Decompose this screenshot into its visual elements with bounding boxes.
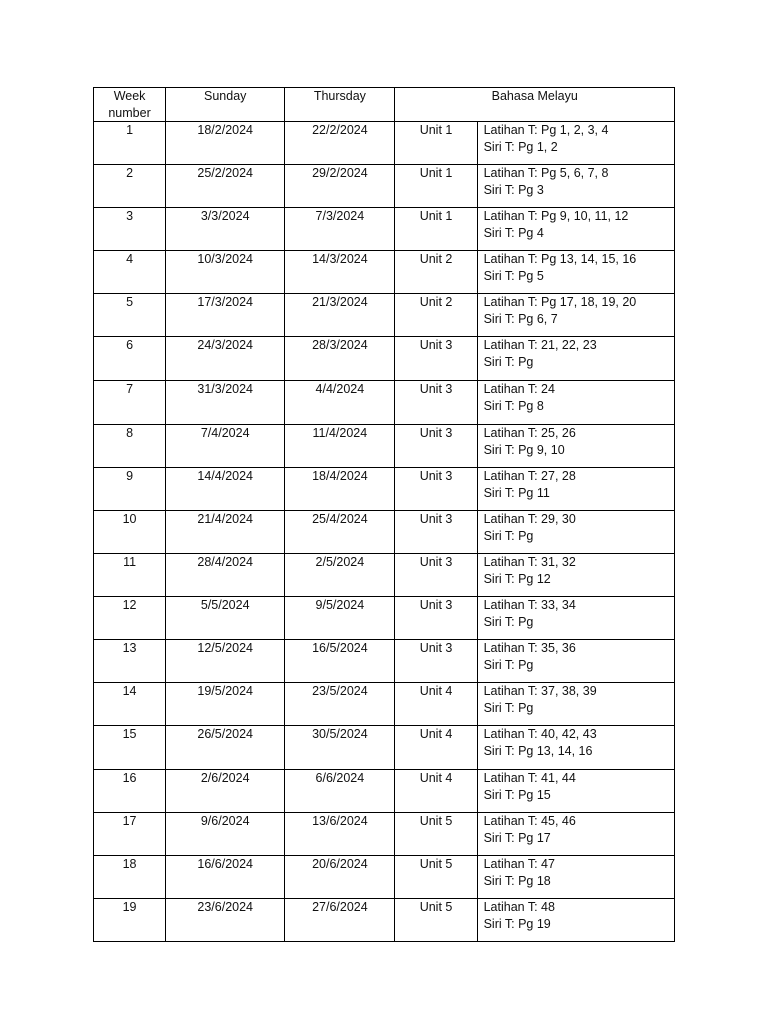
siri-text: Siri T: Pg 5 (483, 268, 544, 283)
week-number-cell: 17 (94, 813, 166, 856)
unit-cell: Unit 5 (395, 899, 477, 942)
thursday-date-cell: 4/4/2024 (285, 381, 395, 425)
header-week-number (94, 88, 166, 122)
exercise-cell-content (478, 511, 674, 544)
thursday-date-cell: 6/6/2024 (285, 770, 395, 813)
exercise-cell-content (478, 726, 674, 759)
sunday-date-cell: 19/5/2024 (166, 683, 285, 726)
table-row (94, 856, 675, 899)
exercise-cell (477, 294, 674, 337)
header-week-line-2: number (108, 105, 151, 120)
schedule-table (93, 87, 675, 942)
latihan-text: Latihan T: 25, 26 (483, 426, 576, 440)
sunday-date-cell: 31/3/2024 (166, 381, 285, 425)
sunday-date-cell: 24/3/2024 (166, 337, 285, 381)
thursday-date-cell: 11/4/2024 (285, 425, 395, 468)
thursday-date-cell: 9/5/2024 (285, 597, 395, 640)
latihan-text: Latihan T: 29, 30 (483, 512, 576, 526)
exercise-cell (477, 381, 674, 425)
table-row (94, 554, 675, 597)
thursday-date-cell: 14/3/2024 (285, 251, 395, 294)
exercise-cell-content (478, 770, 674, 803)
table-row (94, 899, 675, 942)
thursday-date-cell: 22/2/2024 (285, 122, 395, 165)
unit-cell: Unit 3 (395, 337, 477, 381)
sunday-date-cell: 16/6/2024 (166, 856, 285, 899)
siri-text: Siri T: Pg (483, 657, 534, 672)
siri-text: Siri T: Pg 4 (483, 225, 544, 240)
sunday-date-cell: 28/4/2024 (166, 554, 285, 597)
unit-cell: Unit 3 (395, 554, 477, 597)
week-number-cell: 14 (94, 683, 166, 726)
table-row (94, 770, 675, 813)
unit-cell: Unit 1 (395, 165, 477, 208)
exercise-cell (477, 899, 674, 942)
sunday-date-cell: 5/5/2024 (166, 597, 285, 640)
exercise-cell (477, 208, 674, 251)
exercise-cell (477, 511, 674, 554)
latihan-text: Latihan T: 31, 32 (483, 555, 576, 569)
exercise-cell-content (478, 899, 674, 932)
table-row (94, 511, 675, 554)
thursday-date-cell: 2/5/2024 (285, 554, 395, 597)
exercise-cell (477, 337, 674, 381)
siri-text: Siri T: Pg (483, 528, 534, 543)
week-number-cell: 1 (94, 122, 166, 165)
unit-cell: Unit 3 (395, 381, 477, 425)
thursday-date-cell: 30/5/2024 (285, 726, 395, 770)
latihan-text: Latihan T: Pg 5, 6, 7, 8 (483, 166, 609, 180)
exercise-cell-content (478, 640, 674, 673)
exercise-cell-content (478, 856, 674, 889)
exercise-cell (477, 468, 674, 511)
sunday-date-cell: 18/2/2024 (166, 122, 285, 165)
latihan-text: Latihan T: Pg 9, 10, 11, 12 (483, 209, 629, 223)
exercise-cell (477, 770, 674, 813)
thursday-date-cell: 29/2/2024 (285, 165, 395, 208)
unit-cell: Unit 1 (395, 122, 477, 165)
week-number-cell: 19 (94, 899, 166, 942)
latihan-text: Latihan T: 45, 46 (483, 814, 576, 828)
week-number-cell: 15 (94, 726, 166, 770)
week-number-cell: 12 (94, 597, 166, 640)
latihan-text: Latihan T: 47 (483, 857, 555, 871)
table-row (94, 122, 675, 165)
siri-text: Siri T: Pg (483, 354, 534, 369)
unit-cell: Unit 3 (395, 425, 477, 468)
exercise-cell-content (478, 597, 674, 630)
week-number-cell: 3 (94, 208, 166, 251)
exercise-cell (477, 122, 674, 165)
table-row (94, 381, 675, 425)
exercise-cell (477, 251, 674, 294)
latihan-text: Latihan T: 24 (483, 382, 555, 396)
table-row (94, 640, 675, 683)
sunday-date-cell: 9/6/2024 (166, 813, 285, 856)
exercise-cell-content (478, 337, 674, 370)
thursday-date-cell: 7/3/2024 (285, 208, 395, 251)
siri-text: Siri T: Pg 6, 7 (483, 311, 558, 326)
table-row (94, 165, 675, 208)
sunday-date-cell: 26/5/2024 (166, 726, 285, 770)
unit-cell: Unit 4 (395, 770, 477, 813)
week-number-cell: 5 (94, 294, 166, 337)
exercise-cell-content (478, 425, 674, 458)
latihan-text: Latihan T: 27, 28 (483, 469, 576, 483)
exercise-cell-content (478, 381, 674, 414)
table-row (94, 468, 675, 511)
exercise-cell (477, 856, 674, 899)
sunday-date-cell: 12/5/2024 (166, 640, 285, 683)
sunday-date-cell: 21/4/2024 (166, 511, 285, 554)
sunday-date-cell: 10/3/2024 (166, 251, 285, 294)
latihan-text: Latihan T: Pg 1, 2, 3, 4 (483, 123, 609, 137)
exercise-cell-content (478, 165, 674, 198)
siri-text: Siri T: Pg 11 (483, 485, 550, 500)
header-sunday: Sunday (166, 88, 285, 122)
unit-cell: Unit 2 (395, 251, 477, 294)
siri-text: Siri T: Pg 1, 2 (483, 139, 558, 154)
siri-text: Siri T: Pg 9, 10 (483, 442, 565, 457)
unit-cell: Unit 4 (395, 726, 477, 770)
exercise-cell-content (478, 122, 674, 155)
exercise-cell (477, 425, 674, 468)
exercise-cell-content (478, 251, 674, 284)
week-number-cell: 8 (94, 425, 166, 468)
unit-cell: Unit 3 (395, 597, 477, 640)
week-number-cell: 13 (94, 640, 166, 683)
table-row (94, 251, 675, 294)
latihan-text: Latihan T: 21, 22, 23 (483, 338, 597, 352)
latihan-text: Latihan T: 41, 44 (483, 771, 576, 785)
thursday-date-cell: 25/4/2024 (285, 511, 395, 554)
week-number-cell: 9 (94, 468, 166, 511)
thursday-date-cell: 18/4/2024 (285, 468, 395, 511)
latihan-text: Latihan T: 33, 34 (483, 598, 576, 612)
exercise-cell (477, 726, 674, 770)
table-row (94, 425, 675, 468)
exercise-cell-content (478, 294, 674, 327)
table-row (94, 683, 675, 726)
latihan-text: Latihan T: 40, 42, 43 (483, 727, 597, 741)
week-number-cell: 7 (94, 381, 166, 425)
latihan-text: Latihan T: Pg 17, 18, 19, 20 (483, 295, 637, 309)
siri-text: Siri T: Pg 19 (483, 916, 551, 931)
table-row (94, 597, 675, 640)
exercise-cell (477, 683, 674, 726)
sunday-date-cell: 25/2/2024 (166, 165, 285, 208)
thursday-date-cell: 28/3/2024 (285, 337, 395, 381)
siri-text: Siri T: Pg (483, 614, 534, 629)
exercise-cell (477, 640, 674, 683)
sunday-date-cell: 7/4/2024 (166, 425, 285, 468)
unit-cell: Unit 3 (395, 640, 477, 683)
siri-text: Siri T: Pg 15 (483, 787, 551, 802)
sunday-date-cell: 17/3/2024 (166, 294, 285, 337)
table-row (94, 208, 675, 251)
unit-cell: Unit 3 (395, 468, 477, 511)
week-number-cell: 11 (94, 554, 166, 597)
thursday-date-cell: 21/3/2024 (285, 294, 395, 337)
siri-text: Siri T: Pg (483, 700, 534, 715)
thursday-date-cell: 20/6/2024 (285, 856, 395, 899)
siri-text: Siri T: Pg 18 (483, 873, 551, 888)
unit-cell: Unit 4 (395, 683, 477, 726)
exercise-cell-content (478, 554, 674, 587)
siri-text: Siri T: Pg 17 (483, 830, 551, 845)
unit-cell: Unit 1 (395, 208, 477, 251)
exercise-cell-content (478, 208, 674, 241)
table-row (94, 813, 675, 856)
siri-text: Siri T: Pg 3 (483, 182, 544, 197)
latihan-text: Latihan T: Pg 13, 14, 15, 16 (483, 252, 637, 266)
week-number-cell: 10 (94, 511, 166, 554)
table-row (94, 294, 675, 337)
sunday-date-cell: 23/6/2024 (166, 899, 285, 942)
exercise-cell-content (478, 468, 674, 501)
exercise-cell (477, 813, 674, 856)
exercise-cell-content (478, 813, 674, 846)
week-number-cell: 16 (94, 770, 166, 813)
sunday-date-cell: 14/4/2024 (166, 468, 285, 511)
table-row (94, 726, 675, 770)
thursday-date-cell: 27/6/2024 (285, 899, 395, 942)
unit-cell: Unit 3 (395, 511, 477, 554)
header-row (94, 88, 675, 122)
exercise-cell (477, 554, 674, 597)
thursday-date-cell: 23/5/2024 (285, 683, 395, 726)
sunday-date-cell: 3/3/2024 (166, 208, 285, 251)
latihan-text: Latihan T: 35, 36 (483, 641, 576, 655)
thursday-date-cell: 13/6/2024 (285, 813, 395, 856)
sunday-date-cell: 2/6/2024 (166, 770, 285, 813)
exercise-cell-content (478, 683, 674, 716)
table-row (94, 337, 675, 381)
unit-cell: Unit 5 (395, 856, 477, 899)
latihan-text: Latihan T: 37, 38, 39 (483, 684, 597, 698)
latihan-text: Latihan T: 48 (483, 900, 555, 914)
unit-cell: Unit 5 (395, 813, 477, 856)
week-number-cell: 2 (94, 165, 166, 208)
exercise-cell (477, 165, 674, 208)
siri-text: Siri T: Pg 8 (483, 398, 544, 413)
week-number-cell: 18 (94, 856, 166, 899)
header-week-line-1: Week (113, 89, 146, 103)
header-thursday: Thursday (285, 88, 395, 122)
week-number-cell: 4 (94, 251, 166, 294)
week-number-cell: 6 (94, 337, 166, 381)
thursday-date-cell: 16/5/2024 (285, 640, 395, 683)
unit-cell: Unit 2 (395, 294, 477, 337)
header-subject: Bahasa Melayu (395, 88, 675, 122)
exercise-cell (477, 597, 674, 640)
siri-text: Siri T: Pg 12 (483, 571, 551, 586)
siri-text: Siri T: Pg 13, 14, 16 (483, 743, 593, 758)
